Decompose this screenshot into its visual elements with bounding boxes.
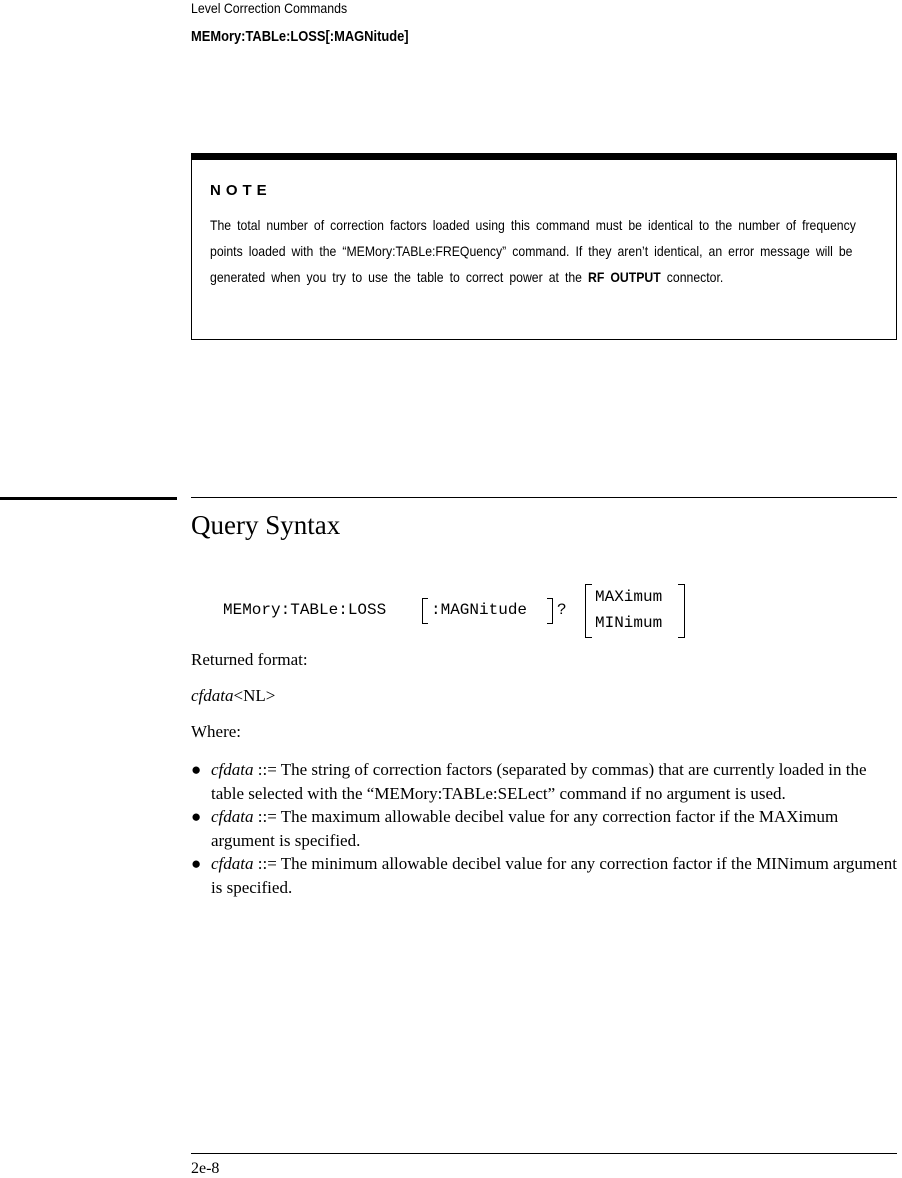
section-rule-thin <box>191 497 897 498</box>
section-rule-thick <box>0 497 177 500</box>
where-label: Where: <box>191 722 242 741</box>
footer-rule <box>191 1153 897 1154</box>
syntax-arg-open-bracket <box>585 584 592 638</box>
syntax-arg-max: MAXimum <box>595 588 663 606</box>
list-item: ● cfdata ::= The minimum allowable decibel value for any correction factor if the MINimum argument is specified. <box>191 854 897 897</box>
note-text <box>210 212 884 290</box>
running-header-command: MEMory:TABLe:LOSS[:MAGNitude] <box>191 28 409 45</box>
syntax-arg-min: MINimum <box>595 614 663 632</box>
section-title: Query Syntax <box>191 510 341 540</box>
list-item: ● cfdata ::= The maximum allowable decibel value for any correction factor if the MAXimum argument is specified. <box>191 807 839 850</box>
page-number: 2e-8 <box>191 1160 220 1177</box>
note-text-bold: RF OUTPUT <box>588 269 661 285</box>
bullet-text: ::= The string of correction factors (separated by commas) that are currently loaded in the table selected with the “MEMory:TABLe:SELect” command if no argument is used. <box>211 760 867 803</box>
syntax-optional: :MAGNitude <box>431 601 528 619</box>
bullet-text: ::= The minimum allowable decibel value for any correction factor if the MINimum argument is specified. <box>211 854 897 897</box>
syntax-arg-close-bracket <box>678 584 685 638</box>
syntax-command: MEMory:TABLe:LOSS <box>223 601 387 619</box>
list-item: ● cfdata ::= The string of correction factors (separated by commas) that are currently loaded in the table selected with the “MEMory:TABLe:SELect” command if no argument is used. <box>191 760 867 803</box>
syntax-open-bracket <box>422 598 428 624</box>
syntax-query-mark: ? <box>557 601 567 619</box>
definition-list <box>191 758 901 899</box>
returned-format-value <box>191 686 275 706</box>
syntax-close-bracket <box>547 598 553 624</box>
format-terminator: <NL> <box>233 686 276 705</box>
note-box <box>191 153 897 340</box>
note-text-end: connector. <box>660 269 724 285</box>
bullet-variable: cfdata <box>211 760 254 779</box>
bullet-text: ::= The maximum allowable decibel value for any correction factor if the MAXimum argument is specified. <box>211 807 839 850</box>
note-title: NOTE <box>210 182 272 199</box>
note-text-main: The total number of correction factors loaded using this command must be identical to the number of frequency points loaded with the “MEMory:TABLe:FREQuency” command. If they aren’t identical, an error message will be generated when you try to use the table to correct power at the <box>210 217 856 285</box>
format-variable: cfdata <box>191 686 234 705</box>
running-header-section: Level Correction Commands <box>191 0 348 16</box>
bullet-variable: cfdata <box>211 854 254 873</box>
returned-format-label: Returned format: <box>191 650 308 669</box>
bullet-variable: cfdata <box>211 807 254 826</box>
